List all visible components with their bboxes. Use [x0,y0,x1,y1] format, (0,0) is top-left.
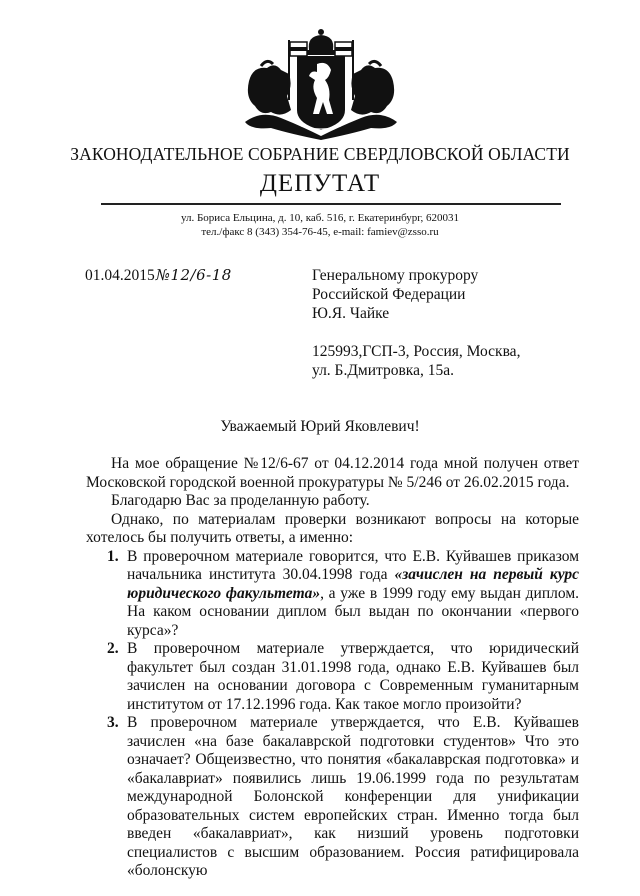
coat-of-arms-icon [241,26,401,141]
recipient-address: 125993,ГСП-3, Россия, Москва, [312,343,521,360]
registration-number: №12/6-18 [155,266,232,284]
recipient-name: Ю.Я. Чайке [312,305,390,322]
item-emphasis: «зачислен на первый курс юридического факультета» [127,566,580,602]
item-text: В проверочном материале говорится, что Е.В. Куйвашев приказом начальника института 30.04.1998 года [127,547,579,583]
recipient-block [312,266,520,380]
paragraph: На мое обращение №12/6-67 от 04.12.2014 года мной получен ответ Московской городской военной прокуратуры № 5/246 от 26.02.2015 года. [86,455,579,491]
list-item [86,714,579,881]
recipient-address: ул. Б.Дмитровка, 15а. [312,362,454,379]
list-number: 2. [107,640,119,657]
letter-body [86,455,579,881]
recipient-line: Генеральному прокурору [312,267,479,284]
organization-name: ЗАКОНОДАТЕЛЬНОЕ СОБРАНИЕ СВЕРДЛОВСКОЙ ОБЛАСТИ [70,144,570,164]
list-number: 3. [107,714,119,731]
questions-list [86,548,579,881]
list-number: 1. [107,547,119,565]
greeting: Уважаемый Юрий Яковлевич! [220,418,420,435]
letter-date-block [85,266,232,285]
recipient-line: Российской Федерации [312,286,466,303]
paragraph: Однако, по материалам проверки возникают вопросы на которые хотелось бы получить ответы, а именно: [86,510,579,546]
letter-date: 01.04.2015 [85,267,155,284]
letterhead-contacts: тел./факс 8 (343) 354-76-45, e-mail: famiev@zsso.ru [201,226,439,238]
item-text: В проверочном материале утверждается, что юридический факультет был создан 31.01.1998 года, однако Е.В. Куйвашев был зачислен на основании договора с Современным гуманитарным институтом от 17.12.1996 года. Как такое могло произойти? [127,640,579,713]
letterhead-address: ул. Бориса Ельцина, д. 10, каб. 516, г. Екатеринбург, 620031 [180,212,460,224]
paragraph: Благодарю Вас за проделанную работу. [111,492,370,509]
letterhead-title: ДЕПУТАТ [259,170,381,197]
list-item [86,548,579,641]
header-divider [101,203,561,205]
item-text: , а уже в 1999 году ему выдан диплом. На каком основании диплом был выдан по окончании «первого курса»? [127,584,579,639]
list-item [86,640,579,714]
item-text: В проверочном материале утверждается, что Е.В. Куйвашев зачислен «на базе бакалаврской подготовки студентов» Что это означает? Общеизвестно, что понятия «бакалаврская подготовка» и «бакалавриат» появились лишь 19.06.1999 года по результатам международной Болонской конференции для унификации образовательных систем европейских стран. Именно тогда был введен «бакалавриат», как низший уровень подготовки специалистов с высшим образованием. Россия ратифицировала «болонскую [127,714,579,879]
